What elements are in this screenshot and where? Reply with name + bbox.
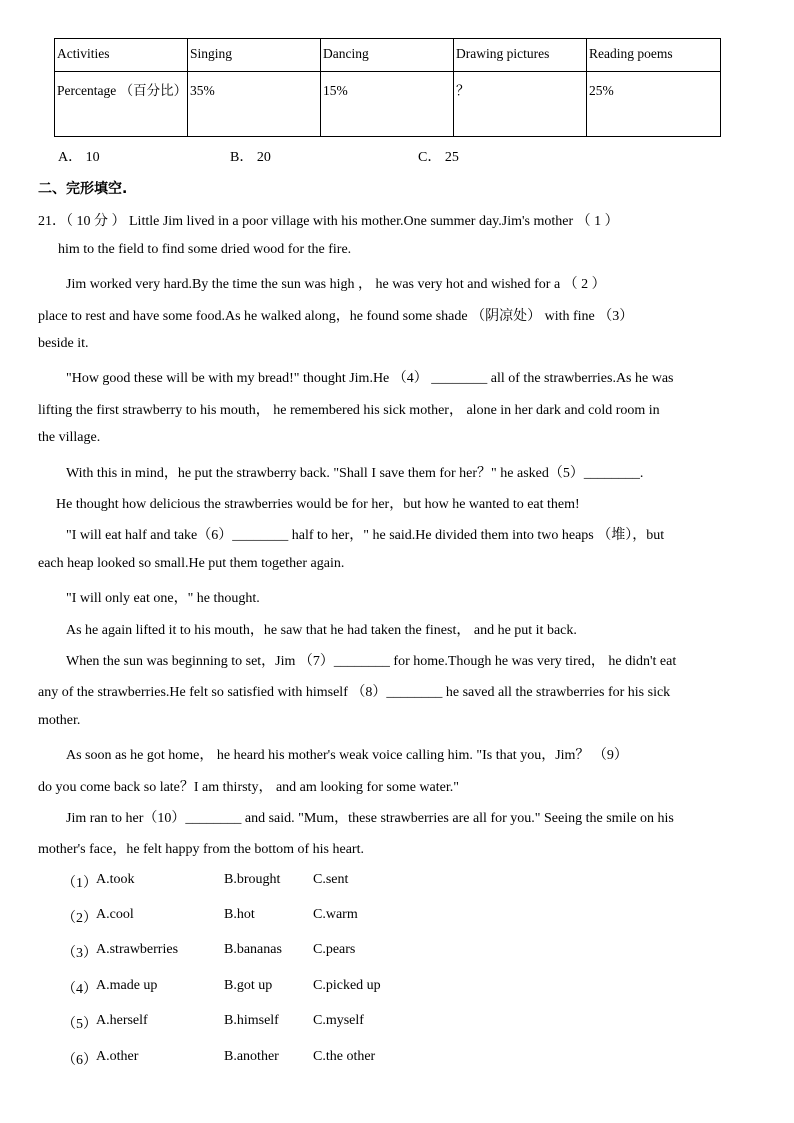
option-c: C.myself [313,1013,364,1028]
passage-line: With this in mind，he put the strawberry back. "Shall I save them for her？" he asked（5）________. [66,466,644,481]
table-cell: 35% [188,72,321,137]
passage-line: him to the field to find some dried wood for the fire. [58,242,352,257]
table-header-cell: Reading poems [587,39,721,72]
option-c: C.warm [313,907,358,922]
passage-line: 21．（ 10 分 ） Little Jim lived in a poor village with his mother.One summer day.Jim's mother （ 1 ） [38,214,619,229]
table-cell: ？ [454,72,587,137]
passage-line: lifting the first strawberry to his mouth， he remembered his sick mother， alone in her dark and cold room in [38,403,660,418]
option-a: A.strawberries [96,942,179,957]
table-row-label: Percentage （百分比） [55,72,188,137]
passage-line: each heap looked so small.He put them together again. [38,556,345,571]
passage-line: the village. [38,430,101,445]
activities-table [54,38,721,137]
question-number: （2） [62,911,97,926]
passage-line: When the sun was beginning to set，Jim （7）________ for home.Though he was very tired， he didn't eat [66,654,677,669]
passage-line: "How good these will be with my bread!" thought Jim.He （4） ________ all of the strawberries.As he was [66,371,674,386]
option-a: A． 10 [58,150,100,165]
passage-line: "I will only eat one，" he thought. [66,591,260,606]
table-header-cell: Activities [55,39,188,72]
option-a: A.herself [96,1013,148,1028]
passage-line: beside it. [38,336,89,351]
table-header-cell: Drawing pictures [454,39,587,72]
option-c: C.picked up [313,978,381,993]
option-a: A.cool [96,907,134,922]
option-a: A.other [96,1049,139,1064]
passage-line: place to rest and have some food.As he walked along，he found some shade （阴凉处） with fine （3） [38,309,634,324]
question-number: （6） [62,1053,97,1068]
option-c: C.pears [313,942,356,957]
option-b: B.got up [224,978,273,993]
passage-line: As he again lifted it to his mouth，he saw that he had taken the finest， and he put it back. [66,623,577,638]
passage-line: He thought how delicious the strawberries would be for her，but how he wanted to eat them! [56,497,580,512]
passage-line: mother. [38,713,81,728]
passage-line: mother's face，he felt happy from the bottom of his heart. [38,842,364,857]
question-number: （3） [62,946,97,961]
option-b: B.himself [224,1013,279,1028]
passage-line: As soon as he got home， he heard his mother's weak voice calling him. "Is that you，Jim？ （9） [66,748,628,763]
passage-line: "I will eat half and take（6）________ half to her，" he said.He divided them into two heaps （堆），but [66,528,665,543]
option-b: B.hot [224,907,255,922]
option-c: C.sent [313,872,349,887]
table-header-cell: Dancing [321,39,454,72]
passage-line: do you come back so late？I am thirsty， and am looking for some water." [38,780,459,795]
passage-line: Jim ran to her（10）________ and said. "Mum，these strawberries are all for you." Seeing the smile on his [66,811,674,826]
question-number: （1） [62,876,97,891]
section-title: 二、完形填空. [38,181,128,197]
option-b: B.brought [224,872,281,887]
table-cell: 25% [587,72,721,137]
question-number: （4） [62,982,97,997]
option-b: B.bananas [224,942,282,957]
table-cell: 15% [321,72,454,137]
table-row [55,72,721,137]
option-c: C.the other [313,1049,376,1064]
table-header-cell: Singing [188,39,321,72]
option-c: C． 25 [418,150,459,165]
option-b: B． 20 [230,150,271,165]
option-a: A.made up [96,978,158,993]
question-number: （5） [62,1017,97,1032]
option-b: B.another [224,1049,279,1064]
table-header-row [55,39,721,72]
passage-line: Jim worked very hard.By the time the sun was high ， he was very hot and wished for a （ 2 ） [66,277,606,292]
option-a: A.took [96,872,135,887]
passage-line: any of the strawberries.He felt so satisfied with himself （8）________ he saved all the strawberries for his sick [38,685,671,700]
